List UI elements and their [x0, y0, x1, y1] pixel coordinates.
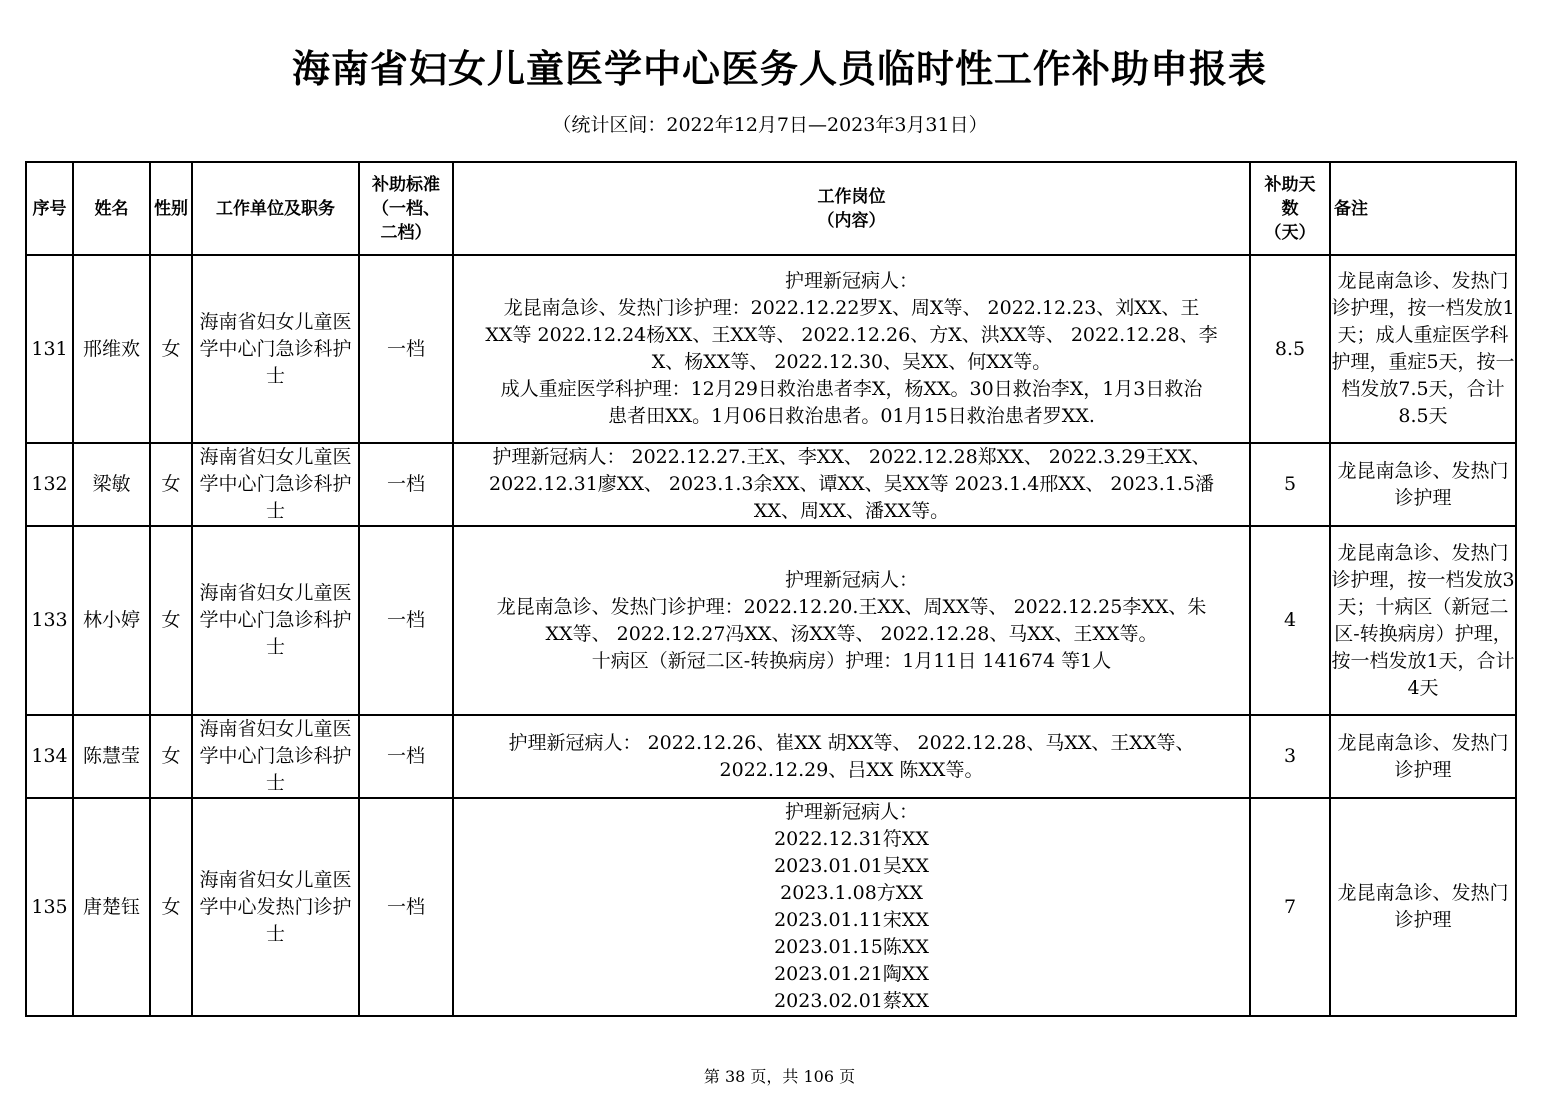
cell-unit-text: 海南省妇女儿童医学中心门急诊科护士 [199, 582, 352, 658]
cell-unit-text: 海南省妇女儿童医学中心门急诊科护士 [199, 310, 352, 387]
header-note: 备注 [1330, 162, 1516, 255]
page-number: 第 38 页，共 106 页 [703, 1067, 856, 1086]
position-line: XX、周XX、潘XX等。 [753, 500, 950, 522]
cell-gender: 女 [150, 526, 192, 715]
cell-days: 5 [1250, 443, 1330, 526]
cell-gender: 女 [150, 443, 192, 526]
cell-note [1330, 715, 1516, 798]
position-line: 护理新冠病人： [784, 801, 918, 823]
cell-note-text: 龙昆南急诊、发热门诊护理 [1337, 459, 1509, 509]
statistics-period: （统计区间：2022年12月7日—2023年3月31日） [552, 114, 988, 136]
header-standard-line: 二档） [380, 222, 432, 243]
position-line: 2023.1.08方XX [780, 882, 923, 904]
position-line: 十病区（新冠二区-转换病房）护理：1月11日 141674 等1人 [591, 649, 1112, 672]
header-standard-line: （一档、 [372, 198, 440, 219]
cell-days: 8.5 [1250, 255, 1330, 443]
page-title: 海南省妇女儿童医学中心医务人员临时性工作补助申报表 [291, 47, 1267, 91]
cell-days: 7 [1250, 798, 1330, 1016]
cell-standard: 一档 [359, 443, 453, 526]
header-name: 姓名 [73, 162, 150, 255]
cell-seq: 131 [26, 255, 73, 443]
cell-position [453, 443, 1250, 526]
cell-standard: 一档 [359, 255, 453, 443]
position-line: 2022.12.31符XX [774, 828, 929, 850]
cell-note-text: 龙昆南急诊、发热门诊护理，按一档发放1天；成人重症医学科护理，重症5天，按一档发放7.5天，合计8.5天 [1331, 270, 1515, 427]
cell-standard: 一档 [359, 798, 453, 1016]
cell-name: 唐楚钰 [73, 798, 150, 1016]
cell-seq: 135 [26, 798, 73, 1016]
position-line: 护理新冠病人： 2022.12.26、崔XX 胡XX等、 2022.12.28、马XX、王XX等、 [508, 731, 1195, 754]
header-gender: 性别 [150, 162, 192, 255]
position-line: X、杨XX等、 2022.12.30、吴XX、何XX等。 [651, 351, 1052, 373]
cell-unit-text: 海南省妇女儿童医学中心发热门诊护士 [199, 868, 352, 945]
cell-note [1330, 443, 1516, 526]
cell-position [453, 715, 1250, 798]
position-line: 2023.01.11宋XX [774, 909, 929, 931]
header-unit: 工作单位及职务 [192, 162, 359, 255]
cell-gender: 女 [150, 255, 192, 443]
header-position [453, 162, 1250, 255]
table-row [26, 443, 1516, 526]
header-position-line: （内容） [817, 210, 886, 231]
header-days [1250, 162, 1330, 255]
position-line: 患者田XX。1月06日救治患者。01月15日救治患者罗XX. [608, 405, 1095, 427]
position-line: 2023.01.21陶XX [774, 963, 929, 985]
cell-name: 邢维欢 [73, 255, 150, 443]
cell-unit [192, 526, 359, 715]
cell-note [1330, 526, 1516, 715]
position-line: XX等 2022.12.24杨XX、王XX等、 2022.12.26、方X、洪XX等、 2022.12.28、李 [485, 324, 1218, 346]
cell-note [1330, 798, 1516, 1016]
position-line: 2023.01.15陈XX [774, 936, 929, 958]
table-row [26, 798, 1516, 1016]
table-row [26, 526, 1516, 715]
cell-seq: 132 [26, 443, 73, 526]
header-seq: 序号 [26, 162, 73, 255]
position-line: 护理新冠病人： [784, 568, 918, 591]
cell-days: 3 [1250, 715, 1330, 798]
position-line: 龙昆南急诊、发热门诊护理：2022.12.20.王XX、周XX等、 2022.12.25李XX、朱 [496, 595, 1207, 618]
cell-unit [192, 798, 359, 1016]
cell-note-text: 龙昆南急诊、发热门诊护理，按一档发放3天；十病区（新冠二区-转换病房）护理，按一档发放1天，合计4天 [1331, 541, 1515, 699]
cell-note [1330, 255, 1516, 443]
header-standard [359, 162, 453, 255]
position-line: 2023.02.01蔡XX [774, 990, 929, 1012]
subsidy-table [25, 161, 1517, 1017]
position-line: 护理新冠病人： 2022.12.27.王X、李XX、 2022.12.28郑XX、 2022.3.29王XX、 [492, 446, 1211, 468]
table-row [26, 255, 1516, 443]
cell-position [453, 255, 1250, 443]
cell-position [453, 798, 1250, 1016]
cell-days: 4 [1250, 526, 1330, 715]
table-header-row [26, 162, 1516, 255]
cell-position [453, 526, 1250, 715]
cell-unit-text: 海南省妇女儿童医学中心门急诊科护士 [199, 446, 352, 522]
cell-unit [192, 715, 359, 798]
cell-note-text: 龙昆南急诊、发热门诊护理 [1337, 882, 1509, 931]
header-position-line: 工作岗位 [817, 186, 886, 207]
position-line: 成人重症医学科护理：12月29日救治患者李X，杨XX。30日救治李X，1月3日救治 [500, 378, 1203, 400]
position-line: 护理新冠病人： [784, 270, 918, 292]
position-line: XX等、 2022.12.27冯XX、汤XX等、 2022.12.28、马XX、王XX等。 [545, 622, 1158, 645]
cell-gender: 女 [150, 715, 192, 798]
position-line: 2022.12.29、吕XX 陈XX等。 [719, 758, 984, 781]
header-standard-line: 补助标准 [372, 174, 440, 195]
header-days-line: 补助天 [1264, 174, 1316, 195]
cell-note-text: 龙昆南急诊、发热门诊护理 [1337, 731, 1509, 781]
position-line: 龙昆南急诊、发热门诊护理：2022.12.22罗X、周X等、 2022.12.23、刘XX、王 [503, 297, 1200, 319]
cell-name: 梁敏 [73, 443, 150, 526]
cell-gender: 女 [150, 798, 192, 1016]
table-row [26, 715, 1516, 798]
cell-unit-text: 海南省妇女儿童医学中心门急诊科护士 [199, 718, 352, 794]
cell-standard: 一档 [359, 526, 453, 715]
header-days-line: 数 [1281, 198, 1299, 219]
header-days-line: （天） [1264, 222, 1316, 243]
position-line: 2023.01.01吴XX [774, 855, 929, 877]
cell-seq: 134 [26, 715, 73, 798]
cell-standard: 一档 [359, 715, 453, 798]
cell-unit [192, 255, 359, 443]
position-line: 2022.12.31廖XX、 2023.1.3余XX、谭XX、吴XX等 2023.1.4邢XX、 2023.1.5潘 [489, 473, 1214, 495]
cell-seq: 133 [26, 526, 73, 715]
cell-name: 林小婷 [73, 526, 150, 715]
cell-name: 陈慧莹 [73, 715, 150, 798]
cell-unit [192, 443, 359, 526]
